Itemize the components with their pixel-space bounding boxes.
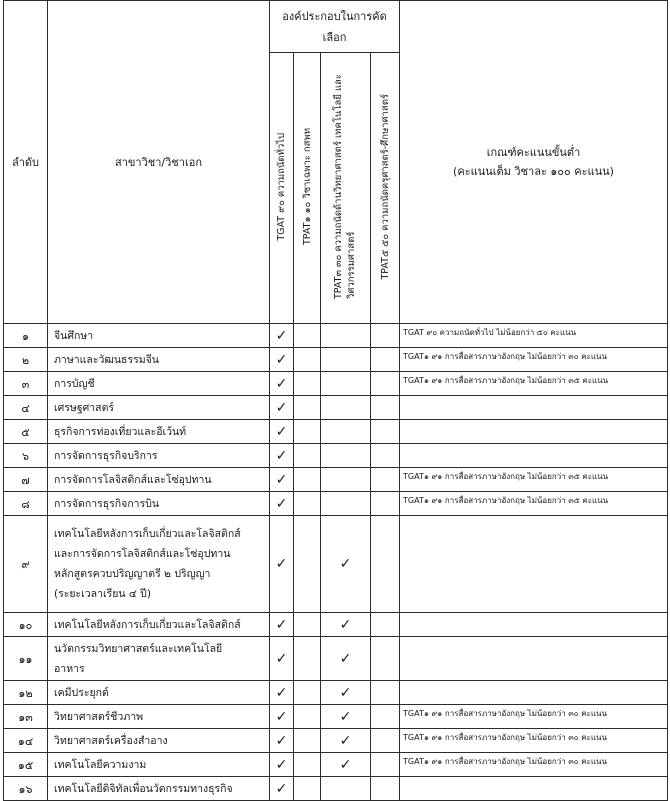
- criteria-text: TGAT ๙๐ ความถนัดทั่วไป ไม่น้อยกว่า ๕๐ คะแนน: [400, 324, 668, 348]
- major-name: วิทยาศาสตร์เครื่องสำอาง: [48, 729, 270, 753]
- row-number: ๔: [4, 396, 48, 420]
- tpat3-cell: [321, 777, 371, 801]
- tpat1-cell: [294, 637, 321, 681]
- major-name: การจัดการธุรกิจบริการ: [48, 444, 270, 468]
- tpat5-cell: [371, 492, 400, 516]
- major-name: จีนศึกษา: [48, 324, 270, 348]
- tpat3-cell: [321, 613, 371, 637]
- tpat3-cell: [321, 420, 371, 444]
- tpat3-cell: [321, 492, 371, 516]
- tpat1-cell: [294, 729, 321, 753]
- major-name-line: เทคโนโลยีหลังการเก็บเกี่ยวและโลจิสติกส์: [54, 528, 241, 540]
- table-row: [4, 637, 668, 681]
- tpat1-cell: [294, 372, 321, 396]
- criteria-text: [400, 777, 668, 801]
- tgat-cell: [270, 753, 294, 777]
- criteria-text: TGAT๑ ๙๑ การสื่อสารภาษาอังกฤษ ไม่น้อยกว่า ๓๐ คะแนน: [400, 753, 668, 777]
- header-components: องค์ประกอบในการคัดเลือก: [270, 1, 400, 53]
- checkmark-icon: ✓: [275, 780, 288, 797]
- tpat1-cell: [294, 613, 321, 637]
- major-name: การจัดการโลจิสติกส์และโซ่อุปทาน: [48, 468, 270, 492]
- row-number: ๑๓: [4, 705, 48, 729]
- criteria-text: [400, 420, 668, 444]
- row-number: ๑๐: [4, 613, 48, 637]
- tpat5-cell: [371, 777, 400, 801]
- checkmark-icon: ✓: [275, 556, 288, 572]
- criteria-text: [400, 444, 668, 468]
- criteria-text: TGAT๑ ๙๑ การสื่อสารภาษาอังกฤษ ไม่น้อยกว่า ๓๕ คะแนน: [400, 492, 668, 516]
- checkmark-icon: ✓: [275, 495, 288, 512]
- tpat1-cell: [294, 444, 321, 468]
- tpat1-cell: [294, 492, 321, 516]
- major-name: เทคโนโลยีหลังการเก็บเกี่ยวและโลจิสติกส์: [48, 613, 270, 637]
- tpat5-cell: [371, 468, 400, 492]
- tpat5-cell: [371, 613, 400, 637]
- table-row: [4, 396, 668, 420]
- table-row: [4, 681, 668, 705]
- row-number: ๑๔: [4, 729, 48, 753]
- major-name: เทคโนโลยีดิจิทัลเพื่อนวัตกรรมทางธุรกิจ: [48, 777, 270, 801]
- tpat3-cell: [321, 681, 371, 705]
- major-name: การบัญชี: [48, 372, 270, 396]
- checkmark-icon: ✓: [275, 399, 288, 416]
- criteria-text: TGAT๑ ๙๑ การสื่อสารภาษาอังกฤษ ไม่น้อยกว่า ๓๐ คะแนน: [400, 729, 668, 753]
- row-number: ๗: [4, 468, 48, 492]
- row-number: ๓: [4, 372, 48, 396]
- tpat5-cell: [371, 420, 400, 444]
- checkmark-icon: ✓: [339, 684, 352, 701]
- table-row: [4, 468, 668, 492]
- tgat-cell: [270, 372, 294, 396]
- checkmark-icon: ✓: [275, 684, 288, 701]
- tgat-cell: [270, 516, 294, 613]
- table-row: [4, 348, 668, 372]
- tgat-cell: [270, 729, 294, 753]
- tpat5-cell: [371, 753, 400, 777]
- major-name-line: (ระยะเวลาเรียน ๔ ปี): [54, 588, 151, 600]
- table-row: [4, 324, 668, 348]
- checkmark-icon: ✓: [275, 616, 288, 633]
- checkmark-icon: ✓: [275, 732, 288, 749]
- tpat1-cell: [294, 396, 321, 420]
- tgat-cell: [270, 396, 294, 420]
- row-number: ๕: [4, 420, 48, 444]
- tpat1-cell: [294, 777, 321, 801]
- major-name: [48, 516, 270, 613]
- row-number: ๙: [4, 516, 48, 613]
- row-number: ๒: [4, 348, 48, 372]
- tgat-cell: [270, 681, 294, 705]
- tpat1-cell: [294, 705, 321, 729]
- tpat5-cell: [371, 705, 400, 729]
- tgat-cell: [270, 492, 294, 516]
- major-name: วิทยาศาสตร์ชีวภาพ: [48, 705, 270, 729]
- criteria-text: TGAT๑ ๙๑ การสื่อสารภาษาอังกฤษ ไม่น้อยกว่า ๓๕ คะแนน: [400, 372, 668, 396]
- table-row: [4, 705, 668, 729]
- tgat-cell: [270, 444, 294, 468]
- header-tgat: TGAT ๙๐ ความถนัดทั่วไป: [270, 53, 294, 324]
- tpat5-cell: [371, 396, 400, 420]
- criteria-text: [400, 516, 668, 613]
- checkmark-icon: ✓: [275, 375, 288, 392]
- admission-criteria-table: [3, 0, 668, 801]
- tpat5-cell: [371, 324, 400, 348]
- table-row: [4, 729, 668, 753]
- tgat-cell: [270, 705, 294, 729]
- checkmark-icon: ✓: [275, 447, 288, 464]
- tpat3-cell: [321, 637, 371, 681]
- tpat3-cell: [321, 372, 371, 396]
- major-name: เทคโนโลยีความงาม: [48, 753, 270, 777]
- tgat-cell: [270, 420, 294, 444]
- checkmark-icon: ✓: [275, 708, 288, 725]
- major-name-line: อาหาร: [54, 662, 85, 675]
- criteria-text: [400, 681, 668, 705]
- table-row: [4, 444, 668, 468]
- row-number: ๘: [4, 492, 48, 516]
- tpat1-cell: [294, 753, 321, 777]
- row-number: ๑๕: [4, 753, 48, 777]
- table-row: [4, 492, 668, 516]
- checkmark-icon: ✓: [275, 351, 288, 368]
- tgat-cell: [270, 637, 294, 681]
- tpat5-cell: [371, 444, 400, 468]
- checkmark-icon: ✓: [275, 756, 288, 773]
- tpat5-cell: [371, 681, 400, 705]
- table-row: [4, 516, 668, 613]
- header-criteria-note: (คะแนนเต็ม วิชาละ ๑๐๐ คะแนน): [453, 165, 614, 178]
- tgat-cell: [270, 324, 294, 348]
- tpat3-cell: [321, 753, 371, 777]
- checkmark-icon: ✓: [339, 732, 352, 749]
- tpat5-cell: [371, 348, 400, 372]
- checkmark-icon: ✓: [339, 556, 352, 572]
- tpat5-cell: [371, 729, 400, 753]
- tpat1-cell: [294, 468, 321, 492]
- checkmark-icon: ✓: [339, 616, 352, 633]
- row-number: ๑: [4, 324, 48, 348]
- checkmark-icon: ✓: [275, 471, 288, 488]
- tpat3-cell: [321, 396, 371, 420]
- tpat1-cell: [294, 324, 321, 348]
- tpat3-cell: [321, 444, 371, 468]
- major-name: ภาษาและวัฒนธรรมจีน: [48, 348, 270, 372]
- table-row: [4, 753, 668, 777]
- table-row: [4, 613, 668, 637]
- table-row: [4, 777, 668, 801]
- row-number: ๑๒: [4, 681, 48, 705]
- tgat-cell: [270, 348, 294, 372]
- checkmark-icon: ✓: [339, 708, 352, 725]
- tpat1-cell: [294, 516, 321, 613]
- header-criteria-title: เกณฑ์คะแนนขั้นต่ำ: [486, 146, 581, 159]
- criteria-text: TGAT๑ ๙๑ การสื่อสารภาษาอังกฤษ ไม่น้อยกว่า ๓๐ คะแนน: [400, 705, 668, 729]
- row-number: ๑๖: [4, 777, 48, 801]
- tpat1-cell: [294, 681, 321, 705]
- header-order: ลำดับ: [4, 1, 48, 324]
- checkmark-icon: ✓: [275, 423, 288, 440]
- tpat3-cell: [321, 729, 371, 753]
- tpat1-cell: [294, 420, 321, 444]
- tpat3-cell: [321, 348, 371, 372]
- tpat5-cell: [371, 516, 400, 613]
- tpat3-cell: [321, 324, 371, 348]
- tgat-cell: [270, 777, 294, 801]
- header-major: สาขาวิชา/วิชาเอก: [48, 1, 270, 324]
- major-name: ธุรกิจการท่องเที่ยวและอีเว้นท์: [48, 420, 270, 444]
- checkmark-icon: ✓: [339, 650, 352, 667]
- major-name-line: และการจัดการโลจิสติกส์และโซ่อุปทาน: [54, 548, 231, 560]
- tgat-cell: [270, 613, 294, 637]
- tgat-cell: [270, 468, 294, 492]
- header-tpat5: TPAT๕ ๕๐ ความถนัดครุศาสตร์-ศึกษาศาสตร์: [371, 53, 400, 324]
- criteria-text: [400, 637, 668, 681]
- header-tpat3: TPAT๓ ๓๐ ความถนัดด้านวิทยาศาสตร์ เทคโนโลยี และวิศวกรรมศาสตร์: [321, 53, 371, 324]
- criteria-text: [400, 396, 668, 420]
- major-name: เคมีประยุกต์: [48, 681, 270, 705]
- major-name-line: หลักสูตรควบปริญญาตรี ๒ ปริญญา: [54, 568, 211, 580]
- criteria-text: TGAT๑ ๙๑ การสื่อสารภาษาอังกฤษ ไม่น้อยกว่า ๓๕ คะแนน: [400, 468, 668, 492]
- table-row: [4, 420, 668, 444]
- tpat3-cell: [321, 468, 371, 492]
- major-name: เศรษฐศาสตร์: [48, 396, 270, 420]
- header-tpat1: TPAT๑ ๑๐ วิชาเฉพาะ กสพท: [294, 53, 321, 324]
- major-name: การจัดการธุรกิจการบิน: [48, 492, 270, 516]
- tpat5-cell: [371, 372, 400, 396]
- table-row: [4, 372, 668, 396]
- tpat3-cell: [321, 705, 371, 729]
- checkmark-icon: ✓: [275, 327, 288, 344]
- major-name-line: นวัตกรรมวิทยาศาสตร์และเทคโนโลยี: [54, 642, 223, 655]
- criteria-text: [400, 613, 668, 637]
- tpat1-cell: [294, 348, 321, 372]
- row-number: ๖: [4, 444, 48, 468]
- checkmark-icon: ✓: [339, 756, 352, 773]
- criteria-text: TGAT๑ ๙๑ การสื่อสารภาษาอังกฤษ ไม่น้อยกว่า ๓๐ คะแนน: [400, 348, 668, 372]
- tpat5-cell: [371, 637, 400, 681]
- row-number: ๑๑: [4, 637, 48, 681]
- major-name: [48, 637, 270, 681]
- checkmark-icon: ✓: [275, 650, 288, 667]
- tpat3-cell: [321, 516, 371, 613]
- header-criteria: [400, 1, 668, 324]
